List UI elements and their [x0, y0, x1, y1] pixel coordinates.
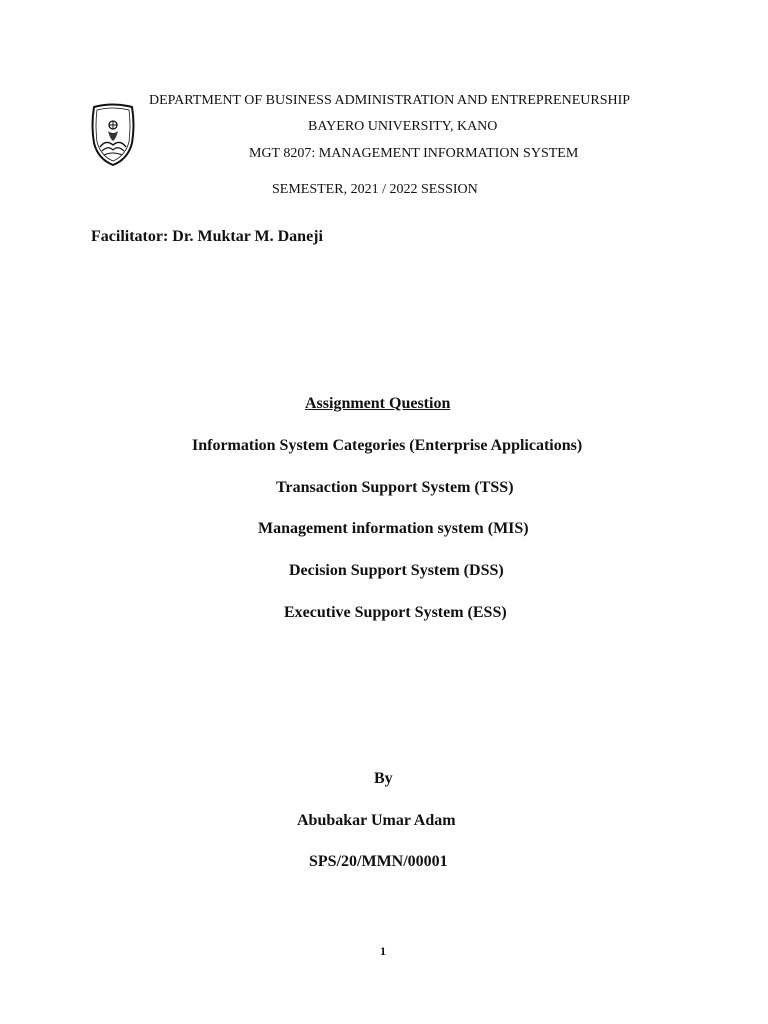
by-label: By [374, 770, 393, 787]
course-line: MGT 8207: MANAGEMENT INFORMATION SYSTEM [249, 146, 579, 161]
university-line: BAYERO UNIVERSITY, KANO [308, 119, 498, 134]
assignment-item: Executive Support System (ESS) [284, 604, 507, 621]
assignment-item: Management information system (MIS) [258, 520, 529, 537]
semester-line: SEMESTER, 2021 / 2022 SESSION [272, 182, 478, 197]
author-id: SPS/20/MMN/00001 [309, 853, 448, 870]
department-line: DEPARTMENT OF BUSINESS ADMINISTRATION AND ENTREPRENEURSHIP [149, 93, 631, 108]
assignment-heading: Assignment Question [305, 395, 451, 412]
assignment-item: Information System Categories (Enterprise Applications) [192, 437, 583, 454]
assignment-item: Transaction Support System (TSS) [276, 479, 514, 496]
assignment-item: Decision Support System (DSS) [289, 562, 504, 579]
university-crest-icon [88, 103, 138, 167]
author-name: Abubakar Umar Adam [297, 812, 456, 829]
facilitator-line: Facilitator: Dr. Muktar M. Daneji [91, 228, 323, 245]
page-number: 1 [380, 944, 386, 958]
